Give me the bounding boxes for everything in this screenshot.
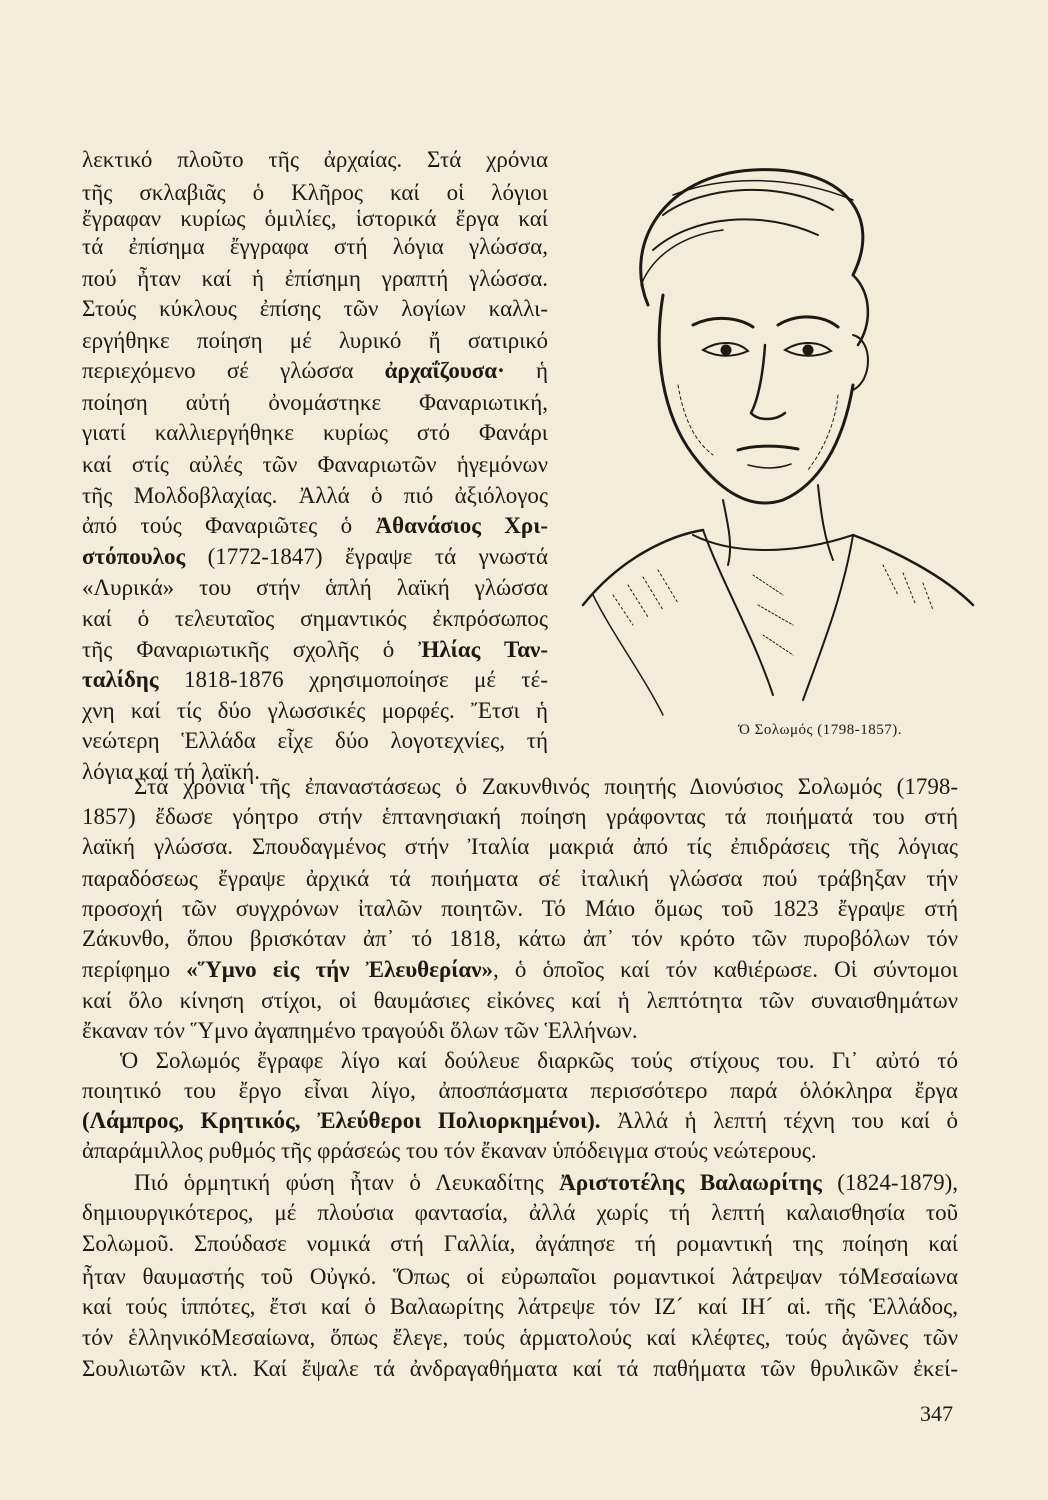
text-line: [82, 511, 548, 541]
text-run: ἀπό τούς Φαναριῶτες ὁ: [82, 513, 376, 538]
text-line: 1857) ἔδωσε γόητρο στήν ἑπτανησιακή ποίηση γράφοντας τά ποιήματά του στή: [82, 804, 958, 829]
text-line: παραδόσεως ἔγραψε ἀρχικά τά ποιήματα σέ ἰταλική γλώσσα πού τράβηξαν τήν: [82, 866, 958, 891]
text-run: περίφημο: [82, 957, 187, 982]
text-line: «Λυρικά» του στήν ἁπλή λαϊκή γλώσσα: [82, 575, 548, 600]
text-run: , ὁ ὁποῖος καί τόν καθιέρωσε. Οἱ σύντομοι: [493, 957, 958, 982]
text-line: Στά χρόνια τῆς ἐπαναστάσεως ὁ Ζακυνθινός ποιητής Διονύσιος Σολωμός (1798-: [134, 774, 958, 799]
text-line: προσοχή τῶν συγχρόνων ἰταλῶν ποιητῶν. Τό Μάιο ὅμως τοῦ 1823 ἔγραψε στή: [82, 896, 958, 921]
text-line: χνη καί τίς δύο γλωσσικές μορφές. Ἔτσι ἡ: [82, 698, 548, 723]
text-line: [82, 356, 548, 386]
text-line: τά ἐπίσημα ἔγγραφα στή λόγια γλώσσα,: [82, 234, 548, 259]
text-line: [134, 1168, 958, 1198]
text-run: Πιό ὁρμητική φύση ἦταν ὁ Λευκαδίτης: [134, 1170, 560, 1195]
text-line: τῆς σκλαβιᾶς ὁ Κλῆρος καί οἱ λόγιοι: [82, 180, 548, 205]
bold-name: Ἠλίας Ταν-: [418, 637, 548, 662]
text-line: εργήθηκε ποίηση μέ λυρικό ἤ σατιρικό: [82, 328, 548, 353]
text-line: [82, 542, 548, 572]
text-line: [82, 665, 548, 695]
bold-titles: (Λάμπρος, Κρητικός, Ἐλεύθεροι Πολιορκημένοι).: [82, 1108, 601, 1133]
text-line: καί ὅλο κίνηση στίχοι, οἱ θαυμάσιες εἰκόνες καί ἡ λεπτότητα τῶν συναισθημάτων: [82, 988, 958, 1013]
text-line: τόν ἑλληνικόΜεσαίωνα, ὅπως ἔλεγε, τούς ἁρματολούς καί κλέφτες, τούς ἀγῶνες τῶν: [82, 1325, 958, 1350]
text-line: λαϊκή γλώσσα. Σπουδαγμένος στήν Ἰταλία μακριά ἀπό τίς ἐπιδράσεις τῆς λόγιας: [82, 834, 958, 859]
text-line: ἀπαράμιλλος ρυθμός τῆς φράσεώς του τόν ἔκαναν ὑπόδειγμα στούς νεώτερους.: [82, 1138, 817, 1163]
text-run: Ἀλλά ἡ λεπτή τέχνη του καί ὁ: [600, 1108, 958, 1133]
text-run: περιεχόμενο σέ γλώσσα: [82, 358, 385, 383]
text-line: [82, 635, 548, 665]
text-run: τῆς Φαναριωτικῆς σχολῆς ὁ: [82, 637, 419, 662]
text-line: ἦταν θαυμαστής τοῦ Οὐγκό. Ὅπως οἱ εὐρωπαῖοι ρομαντικοί λάτρεψαν τόΜεσαίωνα: [82, 1264, 958, 1289]
text-line: λεκτικό πλοῦτο τῆς ἀρχαίας. Στά χρόνια: [82, 147, 548, 172]
text-line: Σολωμοῦ. Σπούδασε νομικά στή Γαλλία, ἀγάπησε τή ρομαντική της ποίηση καί: [82, 1231, 958, 1256]
text-line: ἔκαναν τόν Ὕμνο ἀγαπημένο τραγούδι ὅλων τῶν Ἑλλήνων.: [82, 1018, 638, 1043]
text-line: [82, 955, 958, 985]
bold-name: ταλίδης: [82, 667, 159, 692]
text-line: τῆς Μολδοβλαχίας. Ἀλλά ὁ πιό ἀξιόλογος: [82, 483, 548, 508]
portrait-engraving: [553, 155, 988, 720]
text-line: πού ἦταν καί ἡ ἐπίσημη γραπτή γλώσσα.: [82, 266, 548, 291]
text-line: Σουλιωτῶν κτλ. Καί ἔψαλε τά ἀνδραγαθήματα καί τά παθήματα τῶν θρυλικῶν ἐκεί-: [82, 1356, 958, 1381]
text-line: καί τούς ἱππότες, ἔτσι καί ὁ Βαλαωρίτης λάτρεψε τόν ΙΖ´ καί ΙΗ´ αἱ. τῆς Ἑλλάδος,: [82, 1294, 958, 1319]
text-run: ἡ: [504, 358, 549, 383]
bold-name: στόπουλος: [82, 544, 186, 569]
text-line: ποιητικό του ἔργο εἶναι λίγο, ἀποσπάσματα περισσότερο παρά ὁλόκληρα ἔργα: [82, 1078, 958, 1103]
bold-title: «Ὕμνο εἰς τήν Ἐλευθερίαν»: [186, 957, 494, 982]
text-line: ποίηση αὐτή ὀνομάστηκε Φαναριωτική,: [82, 390, 548, 415]
text-line: νεώτερη Ἑλλάδα εἶχε δύο λογοτεχνίες, τή: [82, 728, 548, 753]
text-line: [82, 1106, 958, 1136]
bold-name: Ἀριστοτέλης Βαλαωρίτης: [559, 1170, 822, 1195]
text-line: λόγια καί τή λαϊκή.: [82, 759, 260, 784]
text-line: ἔγραφαν κυρίως ὁμιλίες, ἱστορικά ἔργα καί: [82, 206, 548, 231]
text-line: Ζάκυνθο, ὅπου βρισκόταν ἀπ᾽ τό 1818, κάτω ἀπ᾽ τόν κρότο τῶν πυροβόλων τόν: [82, 926, 958, 951]
text-line: δημιουργικότερος, μέ πλούσια φαντασία, ἀλλά χωρίς τή λεπτή καλαισθησία τοῦ: [82, 1200, 958, 1225]
page-number: 347: [920, 1401, 953, 1426]
text-run: 1818-1876 χρησιμοποίησε μέ τέ-: [158, 667, 548, 692]
text-line: Ὁ Σολωμός ἔγραφε λίγο καί δούλευε διαρκῶς τούς στίχους του. Γι᾽ αὐτό τό: [120, 1048, 958, 1073]
bold-name: Ἀθανάσιος Χρι-: [375, 513, 549, 538]
text-line: καί ὁ τελευταῖος σημαντικός ἐκπρόσωπος: [82, 606, 548, 631]
text-run: (1772-1847) ἔγραψε τά γνωστά: [185, 544, 548, 569]
text-line: καί στίς αὐλές τῶν Φαναριωτῶν ἡγεμόνων: [82, 452, 548, 477]
text-run: (1824-1879),: [821, 1170, 958, 1195]
text-line: Στούς κύκλους ἐπίσης τῶν λογίων καλλι-: [82, 296, 548, 321]
text-line: γιατί καλλιεργήθηκε κυρίως στό Φανάρι: [82, 420, 548, 445]
portrait-caption: Ὁ Σολωμός (1798-1857).: [738, 722, 902, 738]
bold-term: ἀρχαΐζουσα·: [384, 358, 505, 383]
